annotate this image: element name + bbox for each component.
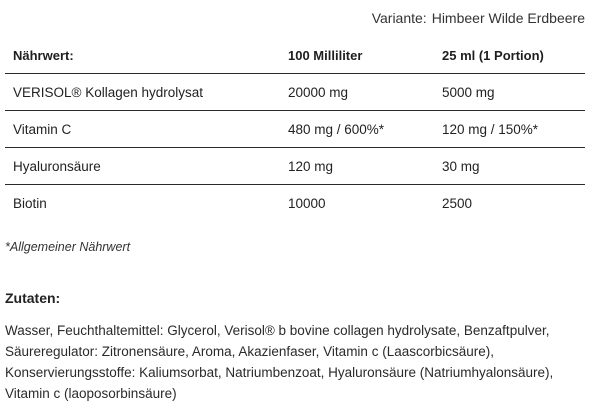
variant-info <box>372 10 585 26</box>
variant-value: Himbeer Wilde Erdbeere <box>431 10 585 26</box>
table-header-row <box>5 37 585 74</box>
value-per-portion: 120 mg / 150%* <box>434 111 585 148</box>
value-per-100ml: 120 mg <box>280 148 434 185</box>
nutrient-name: Biotin <box>13 195 47 211</box>
table-row <box>5 148 585 185</box>
header-per-portion: 25 ml (1 Portion) <box>434 37 585 74</box>
nutrition-table <box>5 37 585 221</box>
ingredients-heading: Zutaten: <box>5 290 61 306</box>
header-nutrient: Nährwert: <box>5 37 280 74</box>
value-per-portion: 5000 mg <box>434 74 585 111</box>
nutrient-name: VERISOL® Kollagen hydrolysat <box>5 74 280 111</box>
table-row <box>5 111 585 148</box>
variant-label: Variante: <box>371 10 427 26</box>
table-row <box>5 74 585 111</box>
footnote: *Allgemeiner Nährwert <box>5 240 131 254</box>
header-per-100ml: 100 Milliliter <box>280 37 434 74</box>
table-row <box>5 185 585 222</box>
value-per-portion: 30 mg <box>434 148 585 185</box>
value-per-portion: 2500 <box>442 195 473 211</box>
ingredients-list: Wasser, Feuchthaltemittel: Glycerol, Verisol® b bovine collagen hydrolysate, Benzaftpulver, Säureregulator: Zitronensäure, Aroma, Akazienfaser, Vitamin c (Laascorbicsäure), Konservierungsstoffe: Kaliumsorbat, Natriumbenzoat, Hyaluronsäure (Natriumhyalonsäure), Vitamin c (laoposorbinsäure) <box>5 323 554 401</box>
value-per-100ml: 20000 mg <box>280 74 434 111</box>
nutrient-name: Hyaluronsäure <box>5 148 280 185</box>
value-per-100ml: 480 mg / 600%* <box>280 111 434 148</box>
value-per-100ml: 10000 <box>288 195 326 211</box>
nutrient-name: Vitamin C <box>5 111 280 148</box>
